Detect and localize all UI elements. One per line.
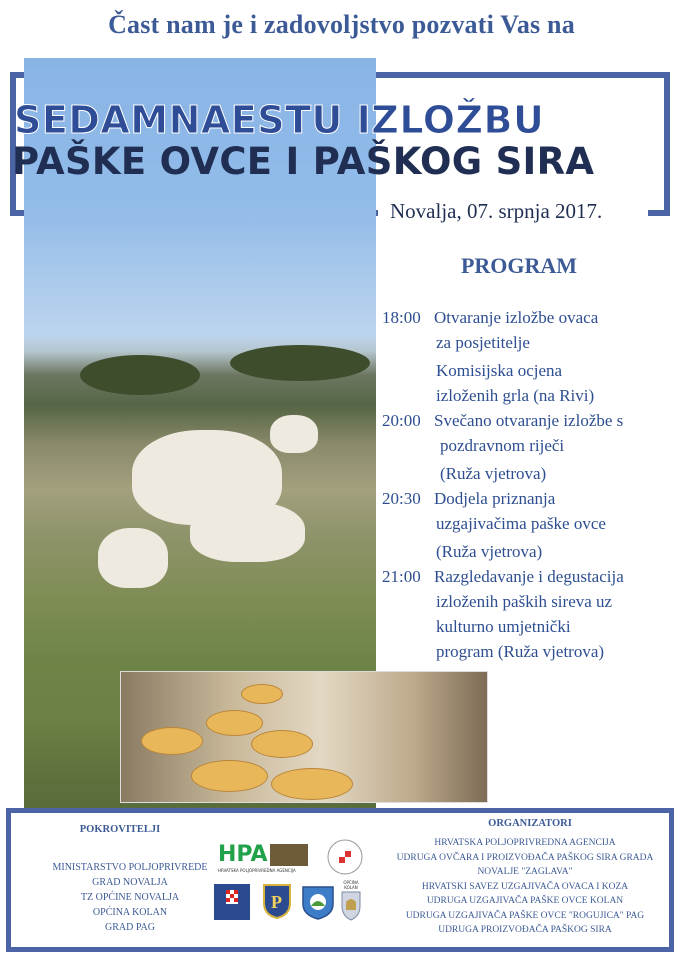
program-desc: uzgajivačima paške ovce xyxy=(436,514,606,533)
lamb-2 xyxy=(98,528,168,588)
sponsor-item: TZ OPĆINE NOVALJA xyxy=(80,892,180,903)
cheese-wheel xyxy=(271,768,353,800)
sponsor-item: GRAD PAG xyxy=(105,922,155,933)
program-time: 20:00 xyxy=(382,411,421,430)
kolan-crest-icon xyxy=(340,890,362,922)
program-list xyxy=(382,305,672,664)
program-desc: Svečano otvaranje izložbe s xyxy=(434,411,624,430)
event-date: Novalja, 07. srpnja 2017. xyxy=(378,198,648,226)
ewe-head xyxy=(270,415,318,453)
organizer-item: UDRUGA OVČARA I PROIZVOĐAČA PAŠKOG SIRA GRADA xyxy=(396,852,654,863)
organizer-item: UDRUGA UZGAJIVAČA PAŠKE OVCE KOLAN xyxy=(426,896,624,906)
bush xyxy=(80,355,200,395)
hpa-logo-subtitle: HRVATSKA POLJOPRIVREDNA AGENCIJA xyxy=(218,868,296,873)
organizers-list xyxy=(390,836,660,938)
kolan-logo-text: OPĆINA KOLAN xyxy=(343,880,359,890)
program-item xyxy=(382,564,672,664)
program-item xyxy=(382,305,672,408)
organizer-item: HRVATSKA POLJOPRIVREDNA AGENCIJA xyxy=(434,838,616,848)
hpa-logo xyxy=(218,842,308,873)
bush xyxy=(230,345,370,381)
title-line-2: PAŠKE OVCE I PAŠKOG SIRA xyxy=(12,140,595,183)
program-desc: program (Ruža vjetrova) xyxy=(436,642,605,661)
program-desc: Komisijska ocjena xyxy=(436,361,563,380)
ministry-logo-icon xyxy=(214,884,250,920)
sponsor-item: GRAD NOVALJA xyxy=(92,877,168,888)
novalja-crest-icon xyxy=(262,883,292,919)
program-heading: PROGRAM xyxy=(460,253,578,278)
program-desc: Dodjela priznanja xyxy=(434,489,556,508)
program-desc: pozdravnom riječi xyxy=(440,436,565,455)
association-seal-icon xyxy=(326,838,364,876)
program-desc: za posjetitelje xyxy=(436,333,530,352)
cheese-wheel xyxy=(206,710,263,736)
program-time: 18:00 xyxy=(382,308,421,327)
cheese-wheel xyxy=(251,730,313,758)
program-item xyxy=(382,486,672,564)
organizer-item: HRVATSKI SAVEZ UZGAJIVAČA OVACA I KOZA xyxy=(421,881,629,892)
cheese-wheel xyxy=(191,760,268,792)
title-line-1: SEDAMNAESTU IZLOŽBU xyxy=(14,98,545,142)
svg-text:P: P xyxy=(271,892,282,912)
invite-heading: Čast nam je i zadovoljstvo pozvati Vas na xyxy=(108,10,575,39)
cheese-photo xyxy=(120,671,488,803)
program-desc: (Ruža vjetrova) xyxy=(436,542,543,561)
program-desc: kulturno umjetnički xyxy=(436,617,571,636)
lamb-1 xyxy=(190,502,305,562)
hpa-logo-box xyxy=(270,844,308,866)
organizer-item: UDRUGA PROIZVOĐAČA PAŠKOG SIRA xyxy=(438,925,612,935)
tz-novalja-icon xyxy=(300,884,336,920)
program-desc: izloženih grla (na Rivi) xyxy=(436,386,595,405)
program-desc: (Ruža vjetrova) xyxy=(440,464,547,483)
organizer-item: NOVALJE "ZAGLAVA" xyxy=(477,867,573,877)
program-item xyxy=(382,408,672,486)
program-time: 20:30 xyxy=(382,489,421,508)
program-desc: Otvaranje izložbe ovaca xyxy=(434,308,599,327)
program-desc: Razgledavanje i degustacija xyxy=(434,567,624,586)
sponsor-item: MINISTARSTVO POLJOPRIVREDE xyxy=(52,862,208,873)
program-desc: izloženih paških sireva uz xyxy=(436,592,613,611)
organizer-item: UDRUGA UZGAJIVAČA PAŠKE OVCE "ROGUJICA" PAG xyxy=(405,910,645,921)
cheese-wheel xyxy=(141,727,203,755)
hpa-logo-text: HPA xyxy=(218,842,268,867)
sponsor-item: OPĆINA KOLAN xyxy=(92,907,168,918)
sponsors-title: POKROVITELJI xyxy=(79,824,161,835)
organizers-title: ORGANIZATORI xyxy=(488,818,572,829)
kolan-logo xyxy=(340,880,362,927)
cheese-wheel xyxy=(241,684,283,704)
program-time: 21:00 xyxy=(382,567,421,586)
sponsors-list xyxy=(30,860,230,935)
